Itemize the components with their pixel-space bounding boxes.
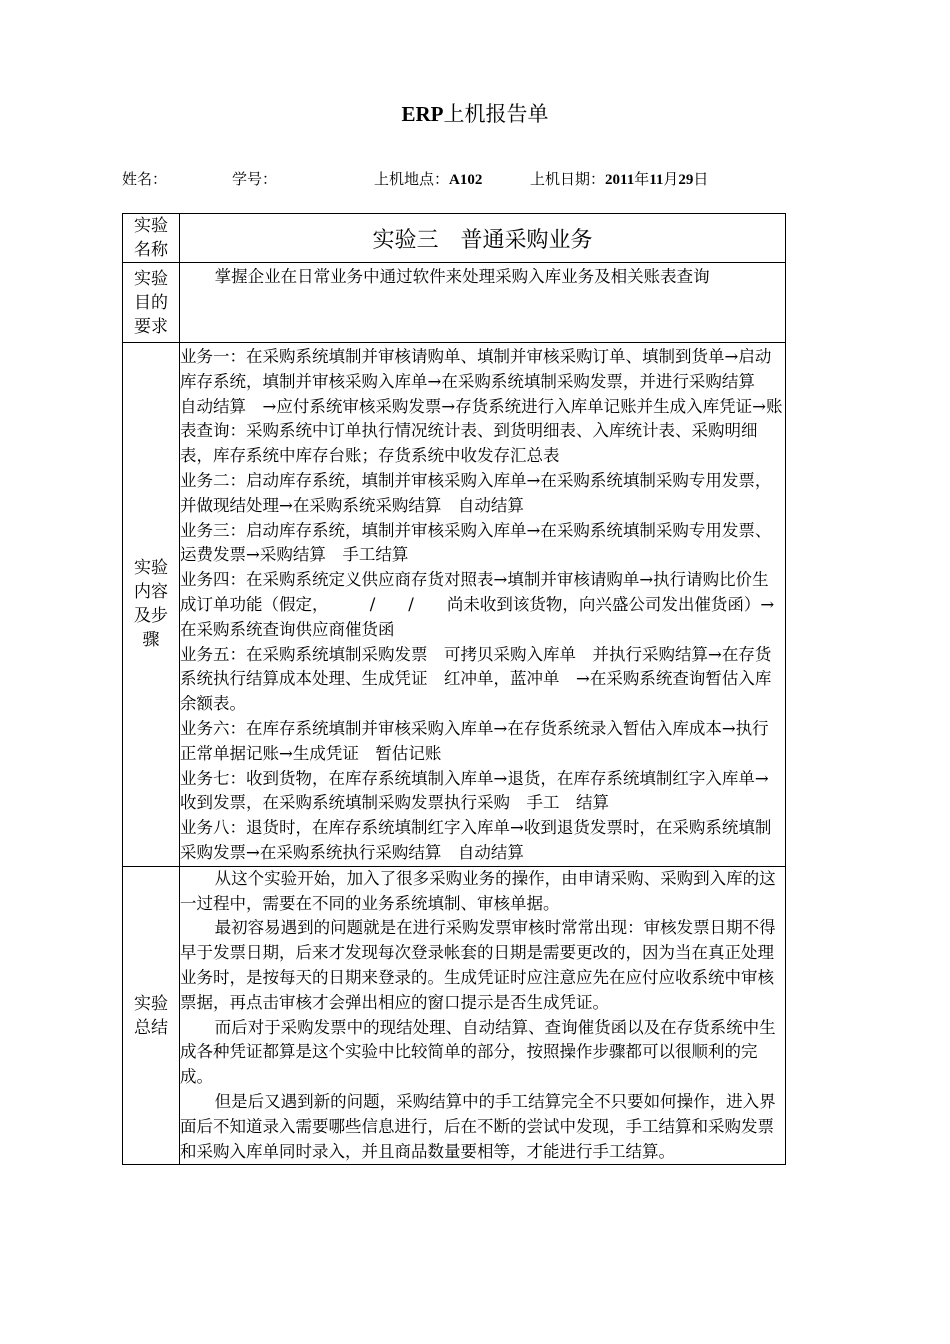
date-label: 上机日期： bbox=[530, 170, 606, 188]
step-paragraph-3: 业务三：启动库存系统，填制并审核采购入库单→在采购系统填制采购专用发票、运费发票→采购结算 手工结算 bbox=[180, 520, 772, 565]
location-label: 上机地点： bbox=[374, 170, 450, 188]
experiment-name-value: 实验三 普通采购业务 bbox=[180, 214, 786, 263]
step-paragraph-6: 业务六：在库存系统填制并审核采购入库单→在存货系统录入暂估入库成本→执行正常单据记账→生成凭证 暂估记账 bbox=[180, 718, 769, 763]
step-paragraph-1: 业务一：在采购系统填制并审核请购单、填制并审核采购订单、填制到货单→启动库存系统，填制并审核采购入库单→在采购系统填制采购发票，并进行采购结算 自动结算 →应付系统审核采购发票→存货系统进行入库单记账并生成入库凭证→账表查询：采购系统中订单执行情况统计表、到货明细表、入库统计表、采购明细表，库存系统中库存台账；存货系统中收发存汇总表 bbox=[180, 347, 783, 466]
experiment-aim-value bbox=[180, 263, 786, 343]
label-experiment-steps: 实验内容及步骤 bbox=[123, 343, 180, 867]
location-field bbox=[374, 168, 482, 189]
title-bold: ERP bbox=[401, 102, 444, 126]
date-field bbox=[530, 168, 708, 189]
location-value: A102 bbox=[449, 172, 483, 188]
step-paragraph-7: 业务七：收到货物，在库存系统填制入库单→退货，在库存系统填制红字入库单→收到发票，在采购系统填制采购发票执行采购 手工 结算 bbox=[180, 768, 769, 813]
label-experiment-aim: 实验目的要求 bbox=[123, 263, 180, 343]
summary-paragraph-4: 但是后又遇到新的问题，采购结算中的手工结算完全不只要如何操作，进入界面后不知道录入需要哪些信息进行，后在不断的尝试中发现，手工结算和采购发票和采购入库单同时录入，并且商品数量要相等，才能进行手工结算。 bbox=[180, 1091, 776, 1161]
date-year-unit: 年 bbox=[634, 170, 650, 188]
date-day-unit: 日 bbox=[693, 170, 709, 188]
step-paragraph-8: 业务八：退货时，在库存系统填制红字入库单→收到退货发票时，在采购系统填制采购发票→在采购系统执行采购结算 自动结算 bbox=[180, 818, 772, 862]
date-month-unit: 月 bbox=[663, 170, 679, 188]
date-month: 11 bbox=[649, 172, 664, 188]
row-experiment-summary bbox=[123, 866, 786, 1165]
row-experiment-aim bbox=[123, 263, 786, 343]
row-experiment-name bbox=[123, 214, 786, 263]
summary-paragraph-2: 最初容易遇到的问题就是在进行采购发票审核时常常出现：审核发票日期不得早于发票日期，后来才发现每次登录帐套的日期是需要更改的，因为当在真正处理业务时，是按每天的日期来登录的。生成凭证时应注意应先在应付应收系统中审核票据，再点击审核才会弹出相应的窗口提示是否生成凭证。 bbox=[180, 918, 776, 1012]
date-day: 29 bbox=[678, 172, 694, 188]
step-paragraph-5: 业务五：在采购系统填制采购发票 可拷贝采购入库单 并执行采购结算→在存货系统执行结算成本处理、生成凭证 红冲单，蓝冲单 →在采购系统查询暂估入库余额表。 bbox=[180, 644, 772, 714]
title-rest: 上机报告单 bbox=[443, 102, 549, 126]
header-info bbox=[122, 168, 822, 190]
experiment-steps-value bbox=[180, 343, 786, 867]
step-paragraph-2: 业务二：启动库存系统，填制并审核采购入库单→在采购系统填制采购专用发票，并做现结处理→在采购系统采购结算 自动结算 bbox=[180, 470, 772, 515]
label-experiment-summary: 实验总结 bbox=[123, 866, 180, 1165]
report-table bbox=[122, 213, 786, 1165]
name-label: 姓名： bbox=[122, 170, 168, 188]
row-experiment-steps bbox=[123, 343, 786, 867]
experiment-summary-value bbox=[180, 866, 786, 1165]
page-title bbox=[0, 98, 950, 128]
step-paragraph-4: 业务四：在采购系统定义供应商存货对照表→填制并审核请购单→执行请购比价生成订单功能（假定， / / 尚未收到该货物，向兴盛公司发出催货函）→在采购系统查询供应商催货函 bbox=[180, 570, 775, 639]
summary-paragraph-3: 而后对于采购发票中的现结处理、自动结算、查询催货函以及在存货系统中生成各种凭证都算是这个实验中比较简单的部分，按照操作步骤都可以很顺利的完成。 bbox=[180, 1017, 776, 1087]
summary-paragraph-1: 从这个实验开始，加入了很多采购业务的操作，由申请采购、采购到入库的这一过程中，需要在不同的业务系统填制、审核单据。 bbox=[180, 868, 776, 913]
date-year: 2011 bbox=[605, 172, 635, 188]
id-label: 学号： bbox=[232, 170, 278, 188]
aim-text: 掌握企业在日常业务中通过软件来处理采购入库业务及相关账表查询 bbox=[214, 267, 710, 286]
label-experiment-name: 实验名称 bbox=[123, 214, 180, 263]
